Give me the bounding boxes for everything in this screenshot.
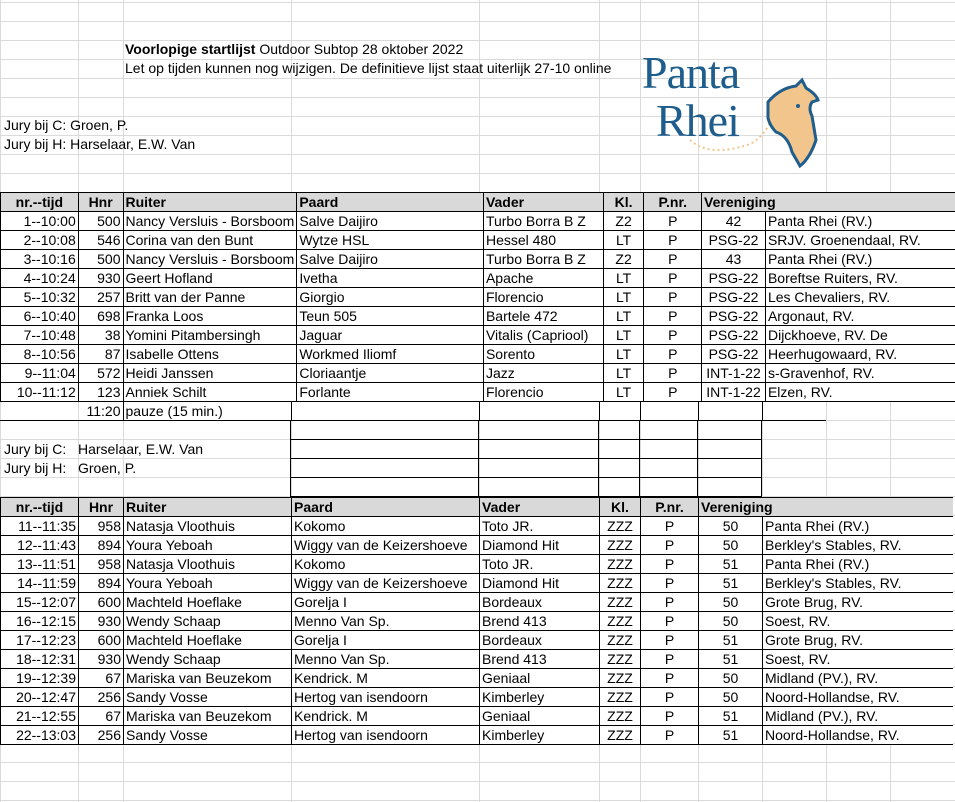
- cell-test: 50: [699, 688, 763, 707]
- cell-test: 51: [699, 726, 763, 745]
- cell-class: ZZZ: [600, 631, 641, 650]
- cell-class: ZZZ: [600, 574, 641, 593]
- table-row: [1, 326, 955, 345]
- cell-start-time: 9--11:04: [1, 364, 79, 383]
- cell-start-time: 10--11:12: [1, 383, 79, 402]
- cell-test: 50: [699, 517, 763, 536]
- cell-horse-number: 256: [79, 688, 124, 707]
- cell-class: ZZZ: [600, 536, 641, 555]
- cell-class: ZZZ: [600, 650, 641, 669]
- cell-club: Noord-Hollandse, RV.: [763, 688, 953, 707]
- cell-horse: Forlante: [297, 383, 484, 402]
- cell-club: Noord-Hollandse, RV.: [763, 726, 953, 745]
- cell-proof-number: P: [641, 536, 699, 555]
- cell-class: LT: [603, 345, 644, 364]
- cell-start-time: 19--12:39: [1, 669, 79, 688]
- cell-proof-number: P: [644, 250, 702, 269]
- cell-sire: Geniaal: [480, 669, 600, 688]
- page-title: [125, 40, 463, 59]
- column-header-rider: Ruiter: [123, 193, 297, 212]
- cell-class: LT: [603, 231, 644, 250]
- cell-rider: Isabelle Ottens: [123, 345, 297, 364]
- cell-rider: Nancy Versluis - Borsboom: [123, 212, 297, 231]
- column-header-horse: Paard: [297, 193, 484, 212]
- cell-start-time: 16--12:15: [1, 612, 79, 631]
- cell-sire: Toto JR.: [480, 517, 600, 536]
- cell-start-time: 17--12:23: [1, 631, 79, 650]
- cell-test: INT-1-22: [702, 364, 766, 383]
- cell-horse-number: 38: [78, 326, 123, 345]
- cell-horse-number: 500: [78, 250, 123, 269]
- cell-start-time: 8--10:56: [1, 345, 79, 364]
- header-row: [1, 193, 955, 212]
- cell-sire: Florencio: [483, 383, 603, 402]
- logo-text-rhei: Rhei: [656, 95, 739, 146]
- cell-club: Midland (PV.), RV.: [763, 669, 953, 688]
- cell-start-time: 12--11:43: [1, 536, 79, 555]
- cell-horse-number: 894: [79, 536, 124, 555]
- startlist-table-2: [0, 497, 953, 745]
- table-row: [1, 364, 955, 383]
- cell-start-time: 7--10:48: [1, 326, 79, 345]
- cell-club: Berkley's Stables, RV.: [763, 574, 953, 593]
- cell-sire: Sorento: [483, 345, 603, 364]
- cell-horse: Jaguar: [297, 326, 484, 345]
- cell-sire: Toto JR.: [480, 555, 600, 574]
- cell-horse-number: 67: [79, 669, 124, 688]
- cell-start-time: 1--10:00: [1, 212, 79, 231]
- cell-rider: Franka Loos: [123, 307, 297, 326]
- cell-start-time: 18--12:31: [1, 650, 79, 669]
- cell-horse-number: 958: [79, 555, 124, 574]
- pause-row: [0, 402, 826, 421]
- cell-horse-number: 546: [78, 231, 123, 250]
- cell-horse: Menno Van Sp.: [292, 612, 480, 631]
- cell-proof-number: P: [641, 726, 699, 745]
- cell-club: Grote Brug, RV.: [763, 593, 953, 612]
- schedule-note: Let op tijden kunnen nog wijzigen. De definitieve lijst staat uiterlijk 27-10 online: [125, 60, 612, 76]
- cell-test: PSG-22: [702, 288, 766, 307]
- column-header-start-time: nr.--tijd: [1, 498, 79, 517]
- startlist-table-1: [0, 192, 955, 402]
- cell-start-time: 14--11:59: [1, 574, 79, 593]
- cell-test: 42: [702, 212, 766, 231]
- cell-rider: Nancy Versluis - Borsboom: [123, 250, 297, 269]
- cell-rider: Natasja Vloothuis: [124, 517, 292, 536]
- cell-class: ZZZ: [600, 726, 641, 745]
- cell-proof-number: P: [641, 612, 699, 631]
- table-row: [1, 383, 955, 402]
- cell-horse: Gorelja I: [292, 593, 480, 612]
- cell-horse: Teun 505: [297, 307, 484, 326]
- cell-horse: Menno Van Sp.: [292, 650, 480, 669]
- cell-proof-number: P: [641, 669, 699, 688]
- table-row: [1, 688, 953, 707]
- cell-proof-number: P: [644, 212, 702, 231]
- table-row: [1, 345, 955, 364]
- title-bold: Voorlopige startlijst: [125, 41, 256, 57]
- cell-horse: Wiggy van de Keizershoeve: [292, 536, 480, 555]
- cell-sire: Bartele 472: [483, 307, 603, 326]
- cell-horse-number: 87: [78, 345, 123, 364]
- cell-horse: Kendrick. M: [292, 707, 480, 726]
- cell-club: s-Gravenhof, RV.: [765, 364, 955, 383]
- cell-horse: Hertog van isendoorn: [292, 726, 480, 745]
- cell-class: Z2: [603, 212, 644, 231]
- table-row: [1, 250, 955, 269]
- cell-rider: Sandy Vosse: [124, 726, 292, 745]
- cell-horse-number: 123: [78, 383, 123, 402]
- cell-proof-number: P: [644, 364, 702, 383]
- cell-proof-number: P: [641, 517, 699, 536]
- cell-horse: Giorgio: [297, 288, 484, 307]
- cell-proof-number: P: [641, 593, 699, 612]
- cell-horse: Salve Daijiro: [297, 212, 484, 231]
- cell-sire: Bordeaux: [480, 631, 600, 650]
- table-row: [1, 593, 953, 612]
- cell-club: Grote Brug, RV.: [763, 631, 953, 650]
- cell-rider: Yomini Pitambersingh: [123, 326, 297, 345]
- jury-h-2-name: Groen, P.: [78, 460, 137, 476]
- cell-proof-number: P: [641, 574, 699, 593]
- cell-proof-number: P: [644, 383, 702, 402]
- cell-horse: Cloriaantje: [297, 364, 484, 383]
- horse-head-icon: [768, 80, 818, 166]
- cell-start-time: 13--11:51: [1, 555, 79, 574]
- cell-club: Heerhugowaard, RV.: [765, 345, 955, 364]
- logo-text-panta: Panta: [642, 48, 740, 98]
- cell-proof-number: P: [641, 688, 699, 707]
- cell-test: 50: [699, 612, 763, 631]
- cell-class: ZZZ: [600, 707, 641, 726]
- cell-proof-number: P: [641, 650, 699, 669]
- jury-c-2-label: Jury bij C:: [4, 441, 67, 457]
- cell-start-time: 5--10:32: [1, 288, 79, 307]
- header-row: [1, 498, 953, 517]
- cell-test: 51: [699, 555, 763, 574]
- cell-rider: Britt van der Panne: [123, 288, 297, 307]
- cell-horse: Salve Daijiro: [297, 250, 484, 269]
- cell-club: Elzen, RV.: [765, 383, 955, 402]
- title-rest: Outdoor Subtop 28 oktober 2022: [259, 41, 464, 57]
- cell-horse: Workmed Iliomf: [297, 345, 484, 364]
- cell-rider: Sandy Vosse: [124, 688, 292, 707]
- cell-club: Panta Rhei (RV.): [763, 555, 953, 574]
- cell-club: Boreftse Ruiters, RV.: [765, 269, 955, 288]
- table-row: [1, 269, 955, 288]
- table-row: [1, 631, 953, 650]
- cell-sire: Florencio: [483, 288, 603, 307]
- column-header-class: Kl.: [603, 193, 644, 212]
- cell-proof-number: P: [644, 288, 702, 307]
- cell-horse-number: 958: [79, 517, 124, 536]
- table-row: [1, 707, 953, 726]
- cell-horse: Wiggy van de Keizershoeve: [292, 574, 480, 593]
- cell-start-time: 2--10:08: [1, 231, 79, 250]
- cell-sire: Bordeaux: [480, 593, 600, 612]
- cell-class: LT: [603, 307, 644, 326]
- jury-h-1: Jury bij H: Harselaar, E.W. Van: [4, 136, 196, 152]
- cell-sire: Brend 413: [480, 650, 600, 669]
- cell-rider: Geert Hofland: [123, 269, 297, 288]
- jury-c-1: Jury bij C: Groen, P.: [4, 117, 129, 133]
- table-row: [1, 307, 955, 326]
- cell-test: 50: [699, 593, 763, 612]
- pause-block: [0, 402, 826, 421]
- cell-horse: Wytze HSL: [297, 231, 484, 250]
- cell-horse: Kokomo: [292, 555, 480, 574]
- cell-club: Soest, RV.: [763, 612, 953, 631]
- table-row: [1, 288, 955, 307]
- cell-start-time: 4--10:24: [1, 269, 79, 288]
- cell-class: LT: [603, 383, 644, 402]
- cell-horse-number: 600: [79, 593, 124, 612]
- column-header-horse-number: Hnr: [79, 498, 124, 517]
- cell-rider: Anniek Schilt: [123, 383, 297, 402]
- cell-horse-number: 930: [79, 650, 124, 669]
- cell-sire: Diamond Hit: [480, 574, 600, 593]
- table-row: [1, 726, 953, 745]
- cell-horse-number: 572: [78, 364, 123, 383]
- cell-class: ZZZ: [600, 517, 641, 536]
- cell-start-time: 21--12:55: [1, 707, 79, 726]
- cell-horse-number: 67: [79, 707, 124, 726]
- cell-sire: Turbo Borra B Z: [483, 212, 603, 231]
- cell-proof-number: P: [641, 631, 699, 650]
- table-row: [1, 669, 953, 688]
- cell-horse: Ivetha: [297, 269, 484, 288]
- column-header-horse: Paard: [292, 498, 480, 517]
- column-header-class: Kl.: [600, 498, 641, 517]
- table-row: [1, 574, 953, 593]
- cell-club: Panta Rhei (RV.): [763, 517, 953, 536]
- column-header-rider: Ruiter: [124, 498, 292, 517]
- cell-test: 51: [699, 574, 763, 593]
- cell-start-time: 20--12:47: [1, 688, 79, 707]
- cell-horse-number: 894: [79, 574, 124, 593]
- cell-rider: Corina van den Bunt: [123, 231, 297, 250]
- cell-class: LT: [603, 364, 644, 383]
- table-row: [1, 536, 953, 555]
- cell-proof-number: P: [644, 231, 702, 250]
- cell-test: 51: [699, 650, 763, 669]
- cell-club: Soest, RV.: [763, 650, 953, 669]
- cell-rider: Wendy Schaap: [124, 650, 292, 669]
- column-header-sire: Vader: [480, 498, 600, 517]
- cell-test: PSG-22: [702, 326, 766, 345]
- column-header-test: Vereniging: [699, 498, 953, 517]
- cell-sire: Apache: [483, 269, 603, 288]
- cell-test: INT-1-22: [702, 383, 766, 402]
- cell-test: 43: [702, 250, 766, 269]
- table-row: [1, 555, 953, 574]
- cell-rider: Natasja Vloothuis: [124, 555, 292, 574]
- cell-horse: Gorelja I: [292, 631, 480, 650]
- column-header-proof-number: P.nr.: [644, 193, 702, 212]
- cell-class: LT: [603, 326, 644, 345]
- cell-club: Argonaut, RV.: [765, 307, 955, 326]
- cell-class: ZZZ: [600, 688, 641, 707]
- cell-rider: Mariska van Beuzekom: [124, 707, 292, 726]
- cell-club: Dijckhoeve, RV. De: [765, 326, 955, 345]
- column-header-sire: Vader: [483, 193, 603, 212]
- cell-rider: Mariska van Beuzekom: [124, 669, 292, 688]
- cell-test: PSG-22: [702, 269, 766, 288]
- table-row: [1, 612, 953, 631]
- cell-proof-number: P: [644, 345, 702, 364]
- table-row: [1, 517, 953, 536]
- cell-proof-number: P: [644, 326, 702, 345]
- cell-test: 50: [699, 669, 763, 688]
- cell-sire: Diamond Hit: [480, 536, 600, 555]
- cell-class: LT: [603, 269, 644, 288]
- cell-proof-number: P: [644, 307, 702, 326]
- cell-horse: Hertog van isendoorn: [292, 688, 480, 707]
- cell-class: ZZZ: [600, 555, 641, 574]
- cell-horse-number: 600: [79, 631, 124, 650]
- cell-club: Berkley's Stables, RV.: [763, 536, 953, 555]
- cell-horse-number: 930: [78, 269, 123, 288]
- cell-test: 50: [699, 536, 763, 555]
- cell-start-time: 3--10:16: [1, 250, 79, 269]
- pause-label: pauze (15 min.): [123, 402, 291, 421]
- cell-start-time: 15--12:07: [1, 593, 79, 612]
- cell-sire: Brend 413: [480, 612, 600, 631]
- cell-rider: Youra Yeboah: [124, 574, 292, 593]
- cell-club: SRJV. Groenendaal, RV.: [765, 231, 955, 250]
- cell-horse-number: 257: [78, 288, 123, 307]
- cell-start-time: 22--13:03: [1, 726, 79, 745]
- cell-sire: Kimberley: [480, 726, 600, 745]
- cell-horse: Kendrick. M: [292, 669, 480, 688]
- cell-start-time: 6--10:40: [1, 307, 79, 326]
- cell-club: Midland (PV.), RV.: [763, 707, 953, 726]
- column-header-test: Vereniging: [702, 193, 955, 212]
- jury-h-2-label: Jury bij H:: [4, 460, 67, 476]
- cell-test: PSG-22: [702, 307, 766, 326]
- cell-sire: Vitalis (Capriool): [483, 326, 603, 345]
- cell-test: PSG-22: [702, 345, 766, 364]
- column-header-proof-number: P.nr.: [641, 498, 699, 517]
- cell-rider: Machteld Hoeflake: [124, 593, 292, 612]
- cell-proof-number: P: [641, 555, 699, 574]
- cell-class: ZZZ: [600, 669, 641, 688]
- cell-test: 51: [699, 707, 763, 726]
- cell-class: ZZZ: [600, 612, 641, 631]
- cell-class: Z2: [603, 250, 644, 269]
- cell-start-time: 11--11:35: [1, 517, 79, 536]
- cell-test: PSG-22: [702, 231, 766, 250]
- table-row: [1, 231, 955, 250]
- jury-c-2-name: Harselaar, E.W. Van: [78, 441, 204, 457]
- cell-proof-number: P: [641, 707, 699, 726]
- cell-class: ZZZ: [600, 593, 641, 612]
- empty-boxes: [290, 421, 762, 497]
- cell-sire: Kimberley: [480, 688, 600, 707]
- cell-horse-number: 256: [79, 726, 124, 745]
- cell-horse-number: 500: [78, 212, 123, 231]
- cell-sire: Turbo Borra B Z: [483, 250, 603, 269]
- cell-club: Panta Rhei (RV.): [765, 212, 955, 231]
- cell-rider: Machteld Hoeflake: [124, 631, 292, 650]
- cell-test: 51: [699, 631, 763, 650]
- cell-sire: Hessel 480: [483, 231, 603, 250]
- table-row: [1, 650, 953, 669]
- cell-class: LT: [603, 288, 644, 307]
- cell-rider: Youra Yeboah: [124, 536, 292, 555]
- column-header-start-time: nr.--tijd: [1, 193, 79, 212]
- cell-horse-number: 698: [78, 307, 123, 326]
- cell-horse-number: 930: [79, 612, 124, 631]
- cell-rider: Heidi Janssen: [123, 364, 297, 383]
- cell-club: Panta Rhei (RV.): [765, 250, 955, 269]
- pause-time: 11:20: [0, 402, 123, 421]
- panta-rhei-logo: [640, 48, 825, 170]
- table-row: [1, 212, 955, 231]
- cell-sire: Geniaal: [480, 707, 600, 726]
- column-header-horse-number: Hnr: [78, 193, 123, 212]
- cell-club: Les Chevaliers, RV.: [765, 288, 955, 307]
- cell-horse: Kokomo: [292, 517, 480, 536]
- cell-sire: Jazz: [483, 364, 603, 383]
- cell-proof-number: P: [644, 269, 702, 288]
- cell-rider: Wendy Schaap: [124, 612, 292, 631]
